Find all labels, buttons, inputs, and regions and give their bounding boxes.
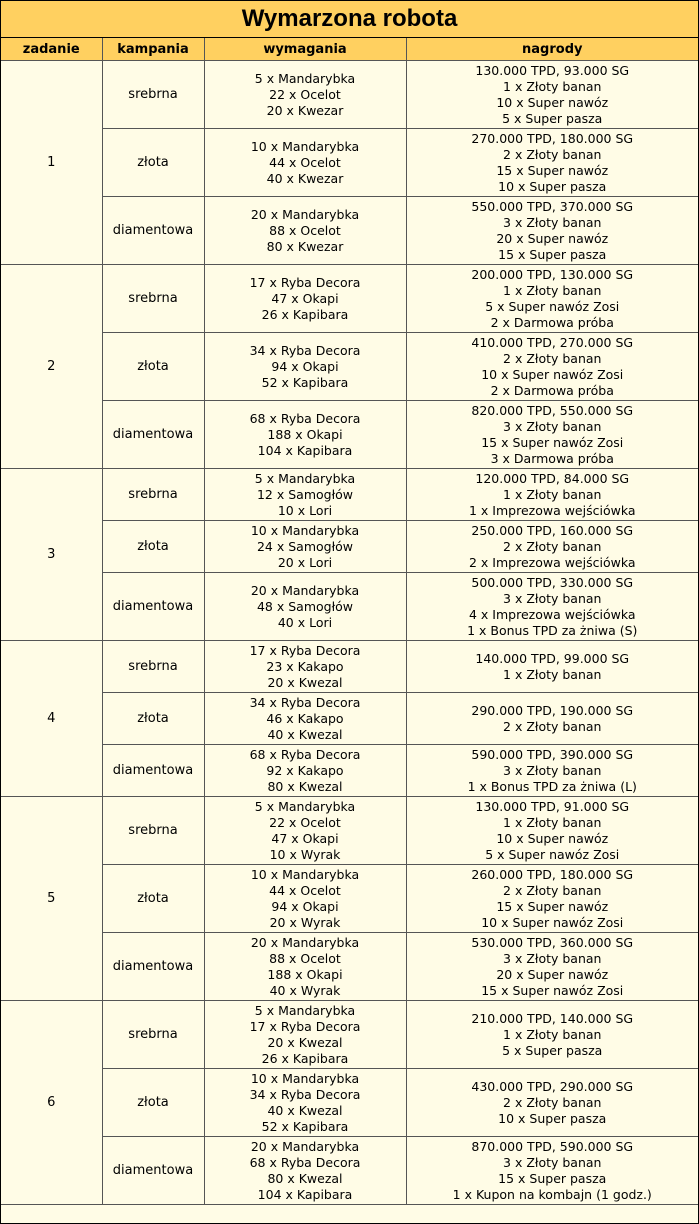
table-row bbox=[1, 61, 698, 129]
task-number: 1 bbox=[1, 61, 102, 265]
reward-line: 2 x Złoty banan bbox=[503, 146, 602, 162]
reward-line: 1 x Kupon na kombajn (1 godz.) bbox=[452, 1186, 652, 1202]
requirement-line: 34 x Ryba Decora bbox=[249, 342, 361, 358]
requirement-line: 20 x Mandarybka bbox=[250, 582, 360, 598]
header-requirements: wymagania bbox=[204, 38, 406, 61]
reward-line: 1 x Bonus TPD za żniwa (L) bbox=[467, 778, 637, 794]
header-rewards: nagrody bbox=[406, 38, 698, 61]
campaign-cell: diamentowa bbox=[102, 573, 204, 641]
reward-line: 1 x Bonus TPD za żniwa (S) bbox=[467, 622, 638, 638]
requirements-cell bbox=[204, 61, 406, 129]
requirement-line: 20 x Lori bbox=[277, 554, 333, 570]
requirement-line: 80 x Kwezar bbox=[266, 238, 344, 254]
table-row bbox=[1, 641, 698, 693]
rewards-cell bbox=[406, 265, 698, 333]
requirement-line: 10 x Mandarybka bbox=[250, 1070, 360, 1086]
reward-line: 10 x Super nawóz bbox=[496, 94, 609, 110]
requirement-line: 92 x Kakapo bbox=[266, 762, 344, 778]
rewards-cell bbox=[406, 641, 698, 693]
requirement-line: 47 x Okapi bbox=[271, 290, 339, 306]
task-number: 2 bbox=[1, 265, 102, 469]
requirement-line: 188 x Okapi bbox=[267, 426, 343, 442]
requirement-line: 40 x Kwezal bbox=[267, 1102, 343, 1118]
reward-line: 130.000 TPD, 93.000 SG bbox=[475, 62, 630, 78]
rewards-cell bbox=[406, 745, 698, 797]
reward-line: 130.000 TPD, 91.000 SG bbox=[475, 798, 630, 814]
reward-line: 2 x Darmowa próba bbox=[490, 382, 614, 398]
requirement-line: 40 x Kwezal bbox=[267, 726, 343, 742]
requirement-line: 48 x Samogłów bbox=[256, 598, 354, 614]
reward-line: 120.000 TPD, 84.000 SG bbox=[475, 470, 630, 486]
campaign-cell: srebrna bbox=[102, 641, 204, 693]
requirement-line: 40 x Wyrak bbox=[269, 982, 341, 998]
table-row bbox=[1, 1137, 698, 1205]
requirements-cell bbox=[204, 933, 406, 1001]
rewards-cell bbox=[406, 129, 698, 197]
requirements-cell bbox=[204, 573, 406, 641]
reward-line: 3 x Złoty banan bbox=[503, 214, 602, 230]
requirement-line: 5 x Mandarybka bbox=[254, 1002, 356, 1018]
requirement-line: 40 x Kwezar bbox=[266, 170, 344, 186]
reward-line: 10 x Super nawóz bbox=[496, 830, 609, 846]
reward-line: 500.000 TPD, 330.000 SG bbox=[471, 574, 634, 590]
requirements-cell bbox=[204, 521, 406, 573]
requirement-line: 40 x Lori bbox=[277, 614, 333, 630]
requirement-line: 17 x Ryba Decora bbox=[249, 1018, 361, 1034]
requirement-line: 23 x Kakapo bbox=[266, 658, 344, 674]
reward-line: 10 x Super nawóz Zosi bbox=[481, 914, 624, 930]
reward-line: 870.000 TPD, 590.000 SG bbox=[471, 1138, 634, 1154]
header-row bbox=[1, 38, 698, 61]
requirement-line: 12 x Samogłów bbox=[256, 486, 354, 502]
campaign-cell: srebrna bbox=[102, 1001, 204, 1069]
requirement-line: 94 x Okapi bbox=[271, 358, 339, 374]
reward-line: 15 x Super nawóz bbox=[496, 162, 609, 178]
requirement-line: 24 x Samogłów bbox=[256, 538, 354, 554]
campaign-cell: srebrna bbox=[102, 469, 204, 521]
reward-line: 260.000 TPD, 180.000 SG bbox=[471, 866, 634, 882]
reward-line: 3 x Złoty banan bbox=[503, 1154, 602, 1170]
requirement-line: 26 x Kapibara bbox=[261, 306, 349, 322]
requirement-line: 17 x Ryba Decora bbox=[249, 642, 361, 658]
campaign-cell: diamentowa bbox=[102, 1137, 204, 1205]
requirement-line: 68 x Ryba Decora bbox=[249, 746, 361, 762]
reward-line: 270.000 TPD, 180.000 SG bbox=[471, 130, 634, 146]
table-row bbox=[1, 933, 698, 1001]
reward-line: 3 x Złoty banan bbox=[503, 950, 602, 966]
requirement-line: 20 x Kwezar bbox=[266, 102, 344, 118]
requirement-line: 10 x Mandarybka bbox=[250, 522, 360, 538]
reward-line: 290.000 TPD, 190.000 SG bbox=[471, 702, 634, 718]
reward-line: 410.000 TPD, 270.000 SG bbox=[471, 334, 634, 350]
reward-line: 3 x Złoty banan bbox=[503, 590, 602, 606]
table-row bbox=[1, 265, 698, 333]
table-body bbox=[1, 61, 698, 1205]
campaign-cell: złota bbox=[102, 865, 204, 933]
table-row bbox=[1, 129, 698, 197]
requirement-line: 46 x Kakapo bbox=[266, 710, 344, 726]
reward-line: 2 x Złoty banan bbox=[503, 350, 602, 366]
reward-line: 530.000 TPD, 360.000 SG bbox=[471, 934, 634, 950]
campaign-cell: srebrna bbox=[102, 797, 204, 865]
reward-line: 15 x Super pasza bbox=[498, 246, 607, 262]
rewards-cell bbox=[406, 469, 698, 521]
requirement-line: 44 x Ocelot bbox=[269, 882, 341, 898]
table-row bbox=[1, 333, 698, 401]
reward-line: 1 x Złoty banan bbox=[503, 666, 602, 682]
reward-line: 590.000 TPD, 390.000 SG bbox=[471, 746, 634, 762]
rewards-cell bbox=[406, 521, 698, 573]
reward-line: 15 x Super nawóz Zosi bbox=[481, 434, 624, 450]
table-row bbox=[1, 573, 698, 641]
reward-line: 200.000 TPD, 130.000 SG bbox=[471, 266, 634, 282]
reward-line: 4 x Imprezowa wejściówka bbox=[468, 606, 636, 622]
requirement-line: 68 x Ryba Decora bbox=[249, 410, 361, 426]
requirement-line: 5 x Mandarybka bbox=[254, 798, 356, 814]
reward-line: 15 x Super nawóz bbox=[496, 898, 609, 914]
reward-line: 140.000 TPD, 99.000 SG bbox=[475, 650, 630, 666]
requirement-line: 52 x Kapibara bbox=[261, 1118, 349, 1134]
requirement-line: 94 x Okapi bbox=[271, 898, 339, 914]
requirements-cell bbox=[204, 865, 406, 933]
reward-line: 250.000 TPD, 160.000 SG bbox=[471, 522, 634, 538]
reward-line: 3 x Darmowa próba bbox=[490, 450, 614, 466]
reward-line: 1 x Złoty banan bbox=[503, 1026, 602, 1042]
requirements-cell bbox=[204, 745, 406, 797]
rewards-cell bbox=[406, 1137, 698, 1205]
requirement-line: 5 x Mandarybka bbox=[254, 470, 356, 486]
requirement-line: 20 x Wyrak bbox=[269, 914, 341, 930]
rewards-cell bbox=[406, 933, 698, 1001]
requirements-cell bbox=[204, 1137, 406, 1205]
campaign-cell: diamentowa bbox=[102, 933, 204, 1001]
requirement-line: 26 x Kapibara bbox=[261, 1050, 349, 1066]
reward-line: 2 x Złoty banan bbox=[503, 1094, 602, 1110]
requirement-line: 80 x Kwezal bbox=[267, 1170, 343, 1186]
reward-line: 15 x Super pasza bbox=[498, 1170, 607, 1186]
table-row bbox=[1, 197, 698, 265]
requirements-cell bbox=[204, 693, 406, 745]
campaign-cell: złota bbox=[102, 521, 204, 573]
rewards-cell bbox=[406, 865, 698, 933]
reward-line: 5 x Super pasza bbox=[502, 110, 603, 126]
reward-line: 210.000 TPD, 140.000 SG bbox=[471, 1010, 634, 1026]
rewards-cell bbox=[406, 401, 698, 469]
requirement-line: 5 x Mandarybka bbox=[254, 70, 356, 86]
rewards-cell bbox=[406, 197, 698, 265]
reward-line: 1 x Złoty banan bbox=[503, 282, 602, 298]
reward-line: 10 x Super nawóz Zosi bbox=[481, 366, 624, 382]
reward-line: 3 x Złoty banan bbox=[503, 418, 602, 434]
reward-line: 20 x Super nawóz bbox=[496, 230, 609, 246]
requirements-cell bbox=[204, 333, 406, 401]
requirement-line: 34 x Ryba Decora bbox=[249, 694, 361, 710]
reward-line: 10 x Super pasza bbox=[498, 1110, 607, 1126]
campaign-cell: diamentowa bbox=[102, 197, 204, 265]
campaign-cell: srebrna bbox=[102, 265, 204, 333]
requirement-line: 20 x Kwezal bbox=[267, 1034, 343, 1050]
rewards-cell bbox=[406, 61, 698, 129]
rewards-table bbox=[1, 38, 698, 1205]
task-number: 5 bbox=[1, 797, 102, 1001]
campaign-cell: złota bbox=[102, 693, 204, 745]
rewards-cell bbox=[406, 1069, 698, 1137]
requirement-line: 22 x Ocelot bbox=[269, 814, 341, 830]
header-campaign: kampania bbox=[102, 38, 204, 61]
reward-line: 820.000 TPD, 550.000 SG bbox=[471, 402, 634, 418]
requirement-line: 10 x Wyrak bbox=[269, 846, 341, 862]
requirement-line: 34 x Ryba Decora bbox=[249, 1086, 361, 1102]
requirement-line: 88 x Ocelot bbox=[269, 950, 341, 966]
requirements-cell bbox=[204, 1069, 406, 1137]
table-row bbox=[1, 797, 698, 865]
requirement-line: 47 x Okapi bbox=[271, 830, 339, 846]
campaign-cell: złota bbox=[102, 129, 204, 197]
header-task: zadanie bbox=[1, 38, 102, 61]
requirement-line: 68 x Ryba Decora bbox=[249, 1154, 361, 1170]
requirement-line: 10 x Lori bbox=[277, 502, 333, 518]
requirements-cell bbox=[204, 129, 406, 197]
requirement-line: 22 x Ocelot bbox=[269, 86, 341, 102]
requirements-cell bbox=[204, 469, 406, 521]
campaign-cell: srebrna bbox=[102, 61, 204, 129]
rewards-cell bbox=[406, 693, 698, 745]
campaign-cell: złota bbox=[102, 1069, 204, 1137]
requirement-line: 88 x Ocelot bbox=[269, 222, 341, 238]
reward-line: 550.000 TPD, 370.000 SG bbox=[471, 198, 634, 214]
page-title: Wymarzona robota bbox=[1, 1, 698, 38]
task-number: 4 bbox=[1, 641, 102, 797]
requirement-line: 20 x Mandarybka bbox=[250, 934, 360, 950]
campaign-cell: złota bbox=[102, 333, 204, 401]
campaign-cell: diamentowa bbox=[102, 745, 204, 797]
reward-line: 1 x Imprezowa wejściówka bbox=[468, 502, 636, 518]
requirement-line: 10 x Mandarybka bbox=[250, 138, 360, 154]
table-row bbox=[1, 469, 698, 521]
reward-line: 3 x Złoty banan bbox=[503, 762, 602, 778]
reward-line: 2 x Imprezowa wejściówka bbox=[468, 554, 636, 570]
reward-line: 2 x Złoty banan bbox=[503, 538, 602, 554]
requirement-line: 10 x Mandarybka bbox=[250, 866, 360, 882]
reward-line: 1 x Złoty banan bbox=[503, 486, 602, 502]
requirements-cell bbox=[204, 1001, 406, 1069]
requirement-line: 104 x Kapibara bbox=[257, 1186, 353, 1202]
table-row bbox=[1, 521, 698, 573]
requirement-line: 20 x Mandarybka bbox=[250, 1138, 360, 1154]
requirement-line: 20 x Kwezal bbox=[267, 674, 343, 690]
requirements-cell bbox=[204, 197, 406, 265]
requirement-line: 188 x Okapi bbox=[267, 966, 343, 982]
reward-line: 1 x Złoty banan bbox=[503, 814, 602, 830]
rewards-cell bbox=[406, 1001, 698, 1069]
task-number: 6 bbox=[1, 1001, 102, 1205]
requirements-cell bbox=[204, 265, 406, 333]
reward-line: 2 x Złoty banan bbox=[503, 882, 602, 898]
campaign-cell: diamentowa bbox=[102, 401, 204, 469]
task-number: 3 bbox=[1, 469, 102, 641]
reward-line: 5 x Super nawóz Zosi bbox=[485, 298, 620, 314]
table-row bbox=[1, 1001, 698, 1069]
table-row bbox=[1, 401, 698, 469]
requirements-cell bbox=[204, 641, 406, 693]
reward-line: 5 x Super pasza bbox=[502, 1042, 603, 1058]
requirement-line: 52 x Kapibara bbox=[261, 374, 349, 390]
reward-line: 2 x Darmowa próba bbox=[490, 314, 614, 330]
reward-line: 1 x Złoty banan bbox=[503, 78, 602, 94]
rewards-cell bbox=[406, 797, 698, 865]
reward-line: 2 x Złoty banan bbox=[503, 718, 602, 734]
reward-line: 15 x Super nawóz Zosi bbox=[481, 982, 624, 998]
rewards-cell bbox=[406, 333, 698, 401]
requirement-line: 17 x Ryba Decora bbox=[249, 274, 361, 290]
reward-line: 5 x Super nawóz Zosi bbox=[485, 846, 620, 862]
requirement-line: 20 x Mandarybka bbox=[250, 206, 360, 222]
requirement-line: 44 x Ocelot bbox=[269, 154, 341, 170]
reward-line: 430.000 TPD, 290.000 SG bbox=[471, 1078, 634, 1094]
reward-line: 10 x Super pasza bbox=[498, 178, 607, 194]
table-row bbox=[1, 745, 698, 797]
reward-line: 20 x Super nawóz bbox=[496, 966, 609, 982]
requirements-cell bbox=[204, 797, 406, 865]
rewards-cell bbox=[406, 573, 698, 641]
requirement-line: 80 x Kwezal bbox=[267, 778, 343, 794]
table-row bbox=[1, 693, 698, 745]
requirements-cell bbox=[204, 401, 406, 469]
requirement-line: 104 x Kapibara bbox=[257, 442, 353, 458]
table-row bbox=[1, 865, 698, 933]
table-row bbox=[1, 1069, 698, 1137]
